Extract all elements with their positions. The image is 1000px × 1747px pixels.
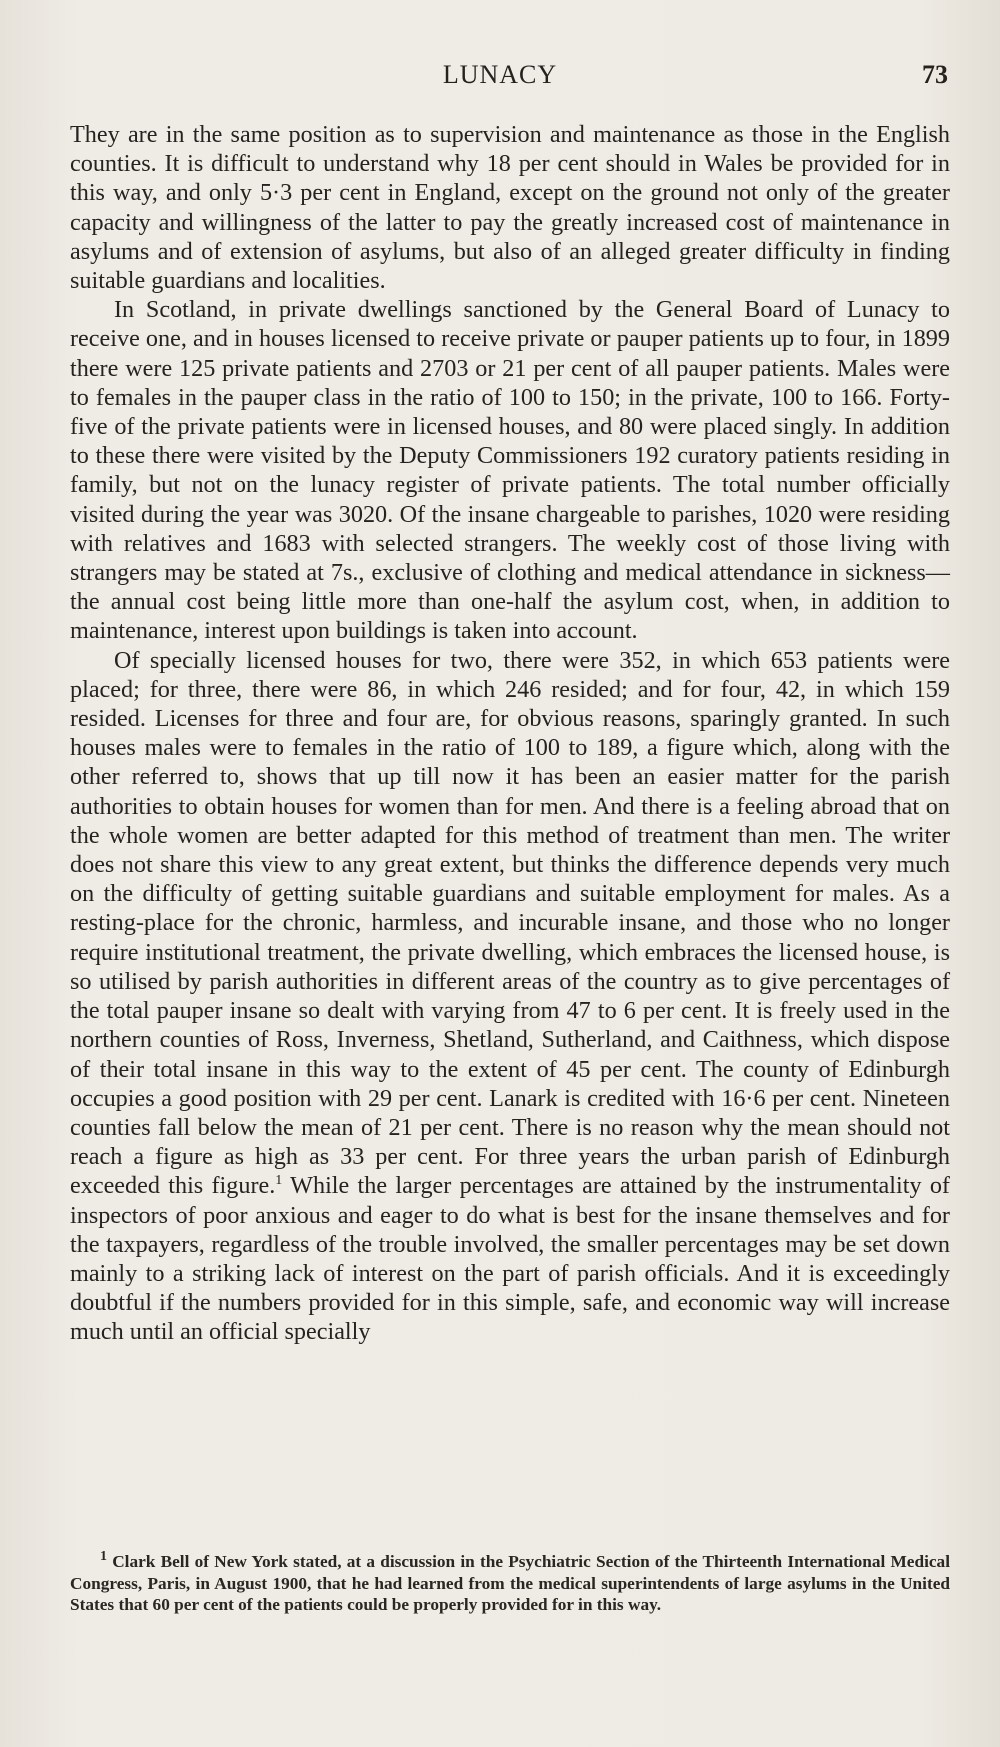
running-head: LUNACY: [442, 60, 558, 89]
paragraph-3-text: Of specially licensed houses for two, there were 352, in which 653 patients were placed; for three, there were 86, in which 246 resided; and for four, 42, in which 159 resided. Licenses for three and four are, for obvious reasons, sparingly granted. In such houses males were to females in the ratio of 100 to 189, a figure which, along with the other referred to, shows that up till now it has been an easier matter for the parish authorities to obtain houses for women than for men. And there is a feeling abroad that on the whole women are better adapted for this method of treatment than men. The writer does not share this view to any great extent, but thinks the difference depends very much on the difficulty of getting suitable guardians and suitable employment for males. As a resting-place for the chronic, harmless, and incurable insane, and those who no longer require institutional treatment, the private dwelling, which embraces the licensed house, is so utilised by parish authorities in different areas of the country as to give percentages of the total pauper insane so dealt with varying from 47 to 6 per cent. It is freely used in the northern counties of Ross, Inverness, Shetland, Sutherland, and Caithness, which dispose of their total insane in this way to the extent of 45 per cent. The county of Edinburgh occupies a good position with 29 per cent. Lanark is credited with 16·6 per cent. Nineteen counties fall below the mean of 21 per cent. There is no reason why the mean should not reach a figure as high as 33 per cent. For three years the urban parish of Edinburgh exceeded this figure.: [70, 646, 950, 1200]
footnotes: [70, 1551, 950, 1616]
page-number: 73: [922, 60, 948, 89]
page-header: [0, 60, 1000, 100]
paragraph-1: They are in the same position as to supervision and maintenance as those in the English counties. It is difficult to understand why 18 per cent should in Wales be provided for in this way, and only 5·3 per cent in England, except on the ground not only of the greater capacity and willingness of the latter to pay the greatly increased cost of maintenance in asylums and of extension of asylums, but also of an alleged greater difficulty in finding suitable guardians and localities.: [70, 121, 950, 295]
footnote-reference: 1: [275, 1173, 283, 1189]
footnote-marker: 1: [100, 1549, 107, 1565]
main-text: [70, 120, 950, 1347]
footnote-1: [70, 1551, 950, 1616]
paragraph-3-tail: While the larger percentages are attained by the instrumentality of inspectors of poor anxious and eager to do what is best for the insane themselves and for the taxpayers, regardless of the trouble involved, the smaller percentages may be set down mainly to a striking lack of interest on the part of parish officials. And it is exceedingly doubtful if the numbers provided for in this simple, safe, and economic way will increase much until an official specially: [70, 1172, 950, 1346]
paragraph-3: [70, 646, 950, 1347]
footnote-text: Clark Bell of New York stated, at a discussion in the Psychiatric Section of the Thirteenth International Medical Congress, Paris, in August 1900, that he had learned from the medical superintendents of large asylums in the United States that 60 per cent of the patients could be properly provided for in this way.: [70, 1552, 950, 1614]
paragraph-2: In Scotland, in private dwellings sanctioned by the General Board of Lunacy to receive one, and in houses licensed to receive private or pauper patients up to four, in 1899 there were 125 private patients and 2703 or 21 per cent of all pauper patients. Males were to females in the pauper class in the ratio of 100 to 150; in the private, 100 to 166. Forty-five of the private patients were in licensed houses, and 80 were placed singly. In addition to these there were visited by the Deputy Commissioners 192 curatory patients residing in family, but not on the lunacy register of private patients. The total number officially visited during the year was 3020. Of the insane chargeable to parishes, 1020 were residing with relatives and 1683 with selected strangers. The weekly cost of those living with strangers may be stated at 7s., exclusive of clothing and medical attendance in sickness—the annual cost being little more than one-half the asylum cost, when, in addition to maintenance, interest upon buildings is taken into account.: [70, 296, 950, 645]
